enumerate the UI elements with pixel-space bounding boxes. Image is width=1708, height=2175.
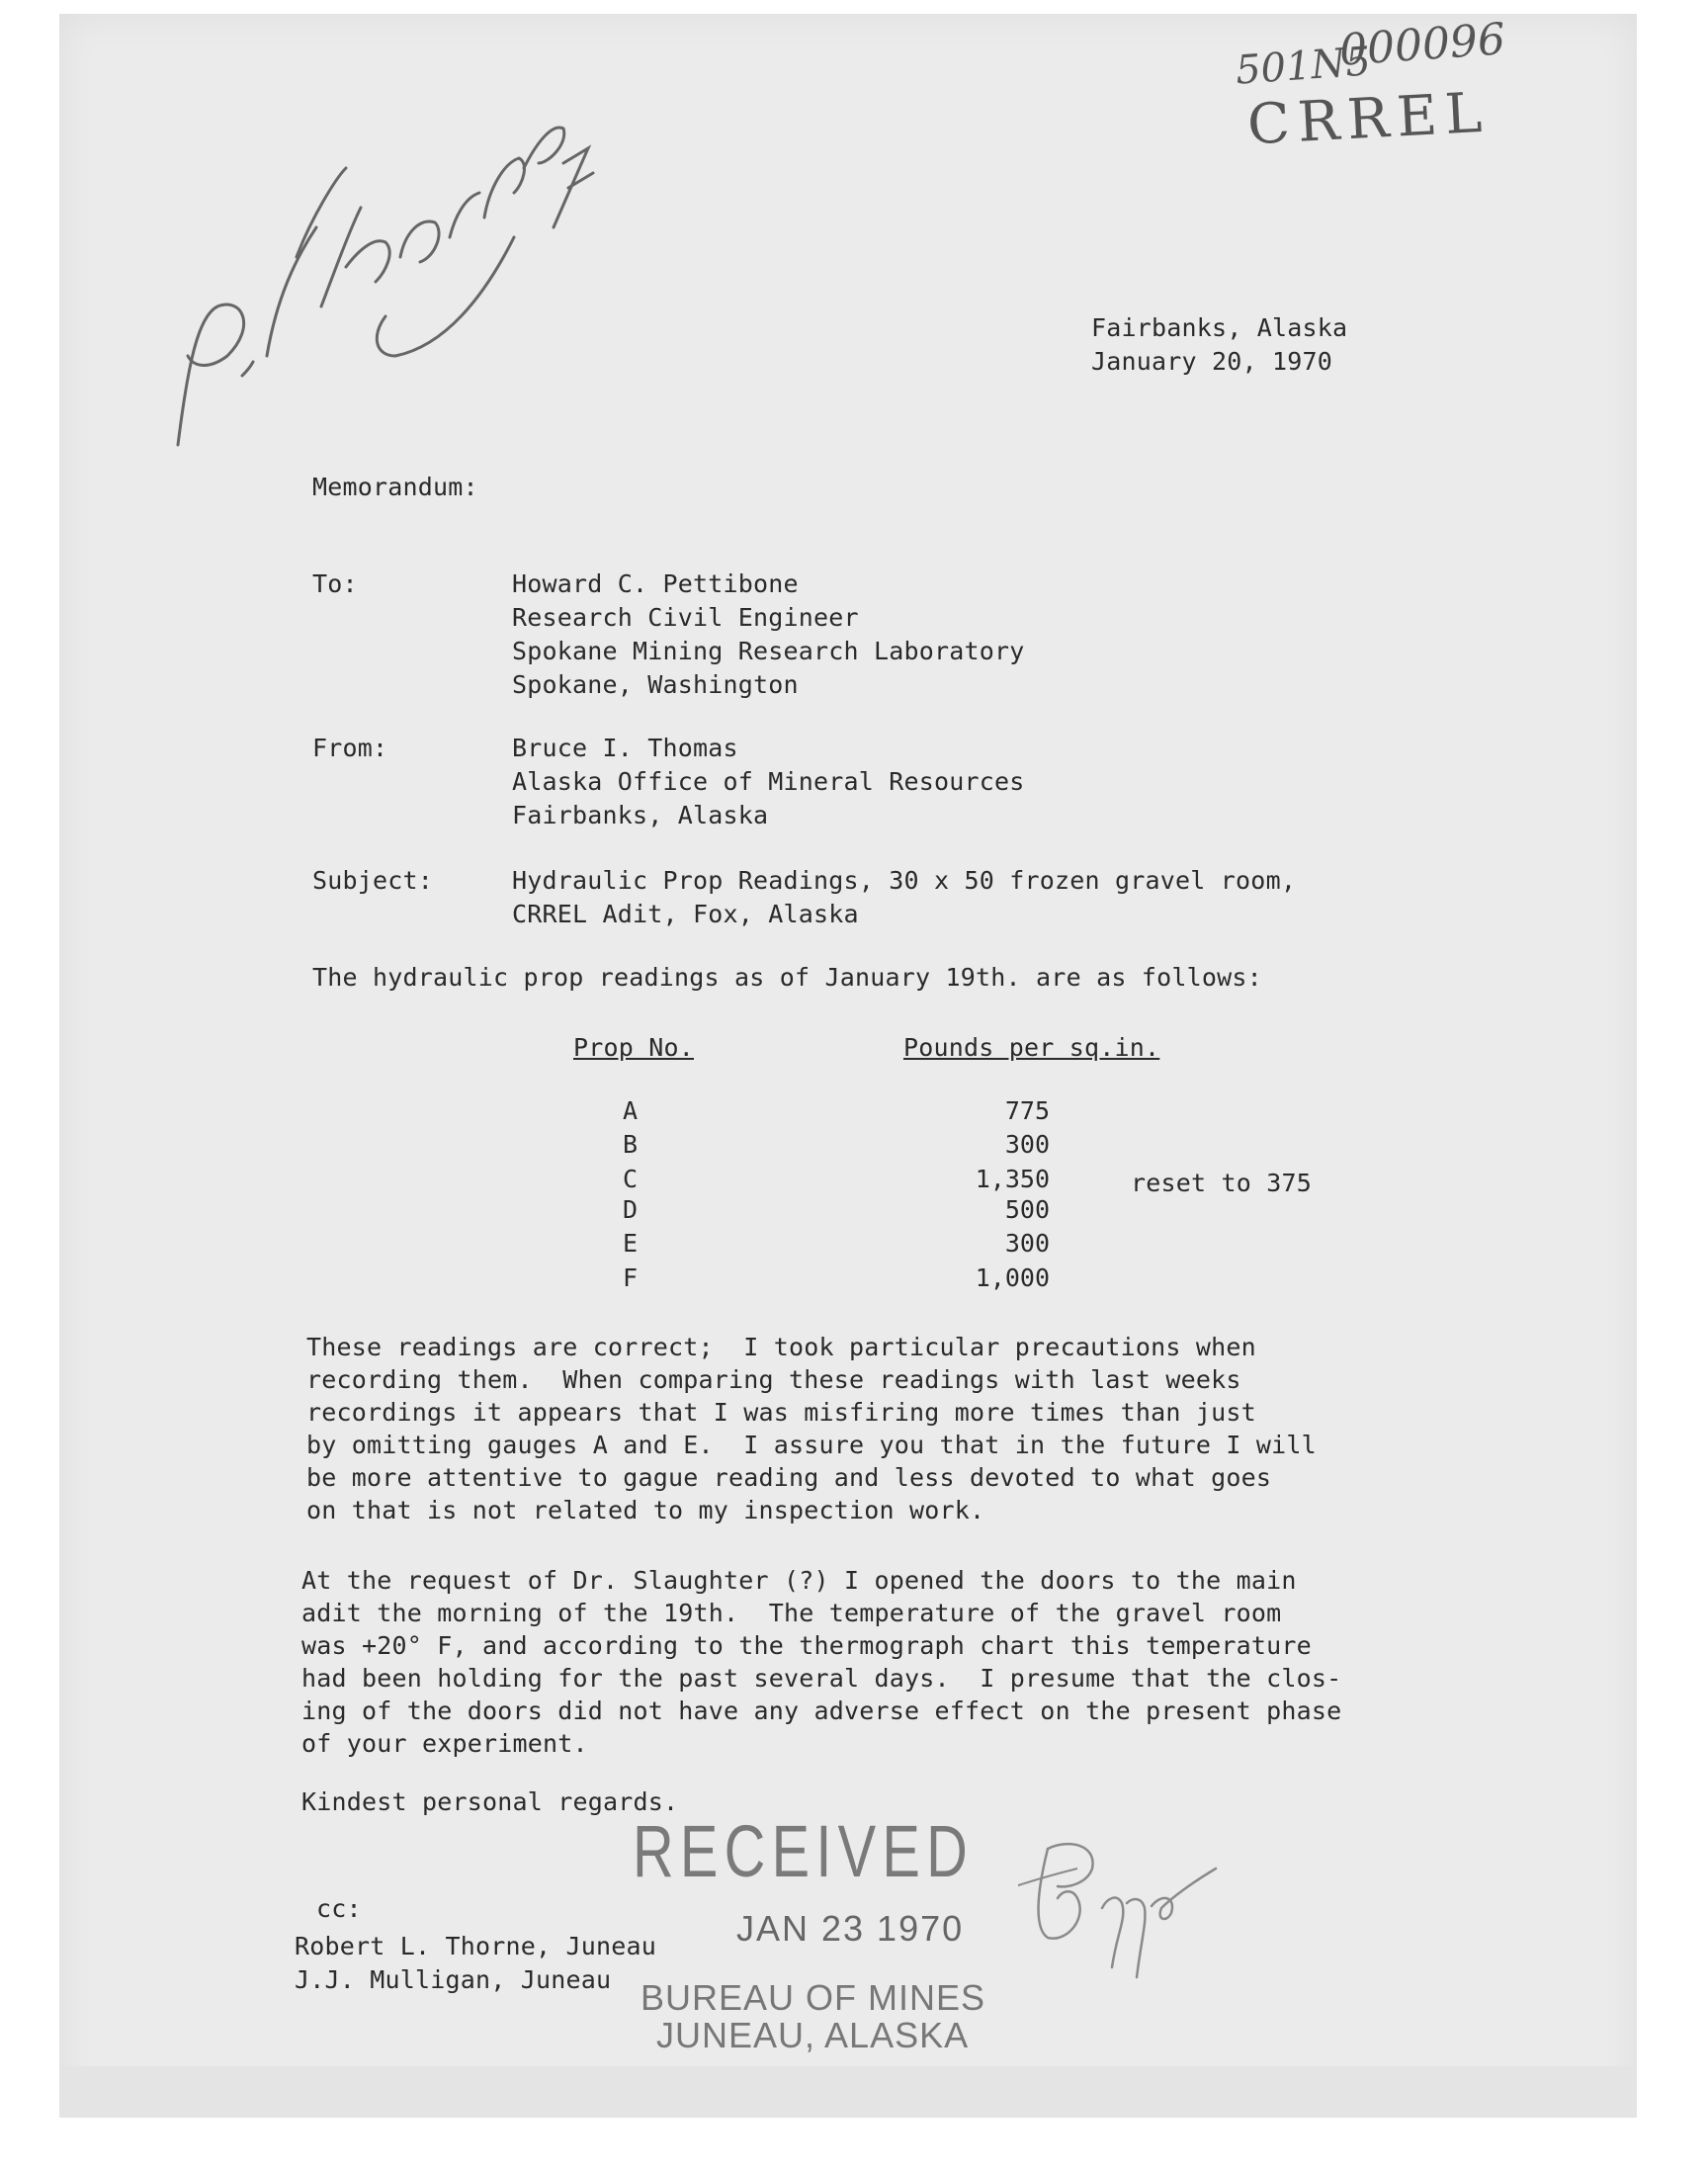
prop-letter: D bbox=[623, 1195, 639, 1224]
prop-psi: 1,350 bbox=[975, 1165, 1050, 1193]
paragraph-line: recordings it appears that I was misfiring more times than just bbox=[306, 1398, 1256, 1427]
prop-letter: E bbox=[623, 1229, 639, 1258]
file-org: CRREL bbox=[1245, 80, 1492, 158]
to-line: Spokane, Washington bbox=[512, 670, 799, 699]
cc-line: J.J. Mulligan, Juneau bbox=[295, 1965, 612, 1994]
paragraph-line: was +20° F, and according to the thermograph chart this temperature bbox=[301, 1631, 1312, 1660]
from-line: Alaska Office of Mineral Resources bbox=[512, 767, 1025, 796]
from-line: Bruce I. Thomas bbox=[512, 734, 738, 762]
prop-letter: C bbox=[623, 1165, 639, 1193]
subject-line: CRREL Adit, Fox, Alaska bbox=[512, 900, 859, 928]
from-line: Fairbanks, Alaska bbox=[512, 801, 769, 829]
to-line: Howard C. Pettibone bbox=[512, 569, 799, 598]
received-stamp-office: BUREAU OF MINES bbox=[640, 1977, 986, 2018]
prop-letter: F bbox=[623, 1263, 639, 1292]
subject-line: Hydraulic Prop Readings, 30 x 50 frozen gravel room, bbox=[512, 866, 1297, 895]
paragraph-line: adit the morning of the 19th. The temperature of the gravel room bbox=[301, 1599, 1282, 1627]
table-header-prop: Prop No. bbox=[573, 1033, 695, 1062]
prop-letter: A bbox=[623, 1096, 639, 1125]
table-header-psi: Pounds per sq.in. bbox=[903, 1033, 1160, 1062]
paragraph-line: by omitting gauges A and E. I assure you that in the future I will bbox=[306, 1431, 1317, 1459]
file-prefix: 501N5 bbox=[1234, 39, 1373, 94]
paragraph-line: These readings are correct; I took particular precautions when bbox=[306, 1333, 1256, 1361]
prop-letter: B bbox=[623, 1130, 639, 1159]
dateline-date: January 20, 1970 bbox=[1091, 347, 1333, 376]
paragraph-line: on that is not related to my inspection work. bbox=[306, 1496, 985, 1524]
page-fold-shadow bbox=[59, 2066, 1637, 2118]
paragraph-line: of your experiment. bbox=[301, 1729, 588, 1758]
file-number: 000096 bbox=[1337, 14, 1507, 76]
prop-psi: 775 bbox=[1004, 1096, 1050, 1125]
prop-note: reset to 375 bbox=[1131, 1169, 1313, 1197]
to-line: Research Civil Engineer bbox=[512, 603, 859, 632]
prop-psi: 500 bbox=[1004, 1195, 1050, 1224]
paragraph-line: had been holding for the past several days. I presume that the clos- bbox=[301, 1664, 1342, 1693]
cc-line: Robert L. Thorne, Juneau bbox=[295, 1932, 657, 1960]
from-label: From: bbox=[312, 734, 388, 762]
prop-psi: 1,000 bbox=[975, 1263, 1050, 1292]
cc-label: cc: bbox=[316, 1894, 362, 1923]
closing: Kindest personal regards. bbox=[301, 1787, 679, 1816]
received-stamp-date: JAN 23 1970 bbox=[736, 1908, 965, 1949]
paragraph-line: ing of the doors did not have any adverse effect on the present phase bbox=[301, 1696, 1342, 1725]
paragraph-line: At the request of Dr. Slaughter (?) I opened the doors to the main bbox=[301, 1566, 1297, 1595]
to-line: Spokane Mining Research Laboratory bbox=[512, 637, 1025, 665]
received-stamp: RECEIVED bbox=[633, 1810, 975, 1892]
paragraph-line: be more attentive to gague reading and less devoted to what goes bbox=[306, 1463, 1272, 1492]
prop-psi: 300 bbox=[1004, 1130, 1050, 1159]
dateline-city: Fairbanks, Alaska bbox=[1091, 313, 1348, 342]
received-stamp-location: JUNEAU, ALASKA bbox=[656, 2015, 970, 2055]
stamp-initials-signature bbox=[1018, 1829, 1245, 1997]
to-label: To: bbox=[312, 569, 358, 598]
memo-heading: Memorandum: bbox=[312, 473, 478, 501]
intro-sentence: The hydraulic prop readings as of January 19th. are as follows: bbox=[312, 963, 1262, 992]
subject-label: Subject: bbox=[312, 866, 434, 895]
handwritten-signature bbox=[148, 69, 623, 455]
prop-psi: 300 bbox=[1004, 1229, 1050, 1258]
paragraph-line: recording them. When comparing these readings with last weeks bbox=[306, 1365, 1241, 1394]
